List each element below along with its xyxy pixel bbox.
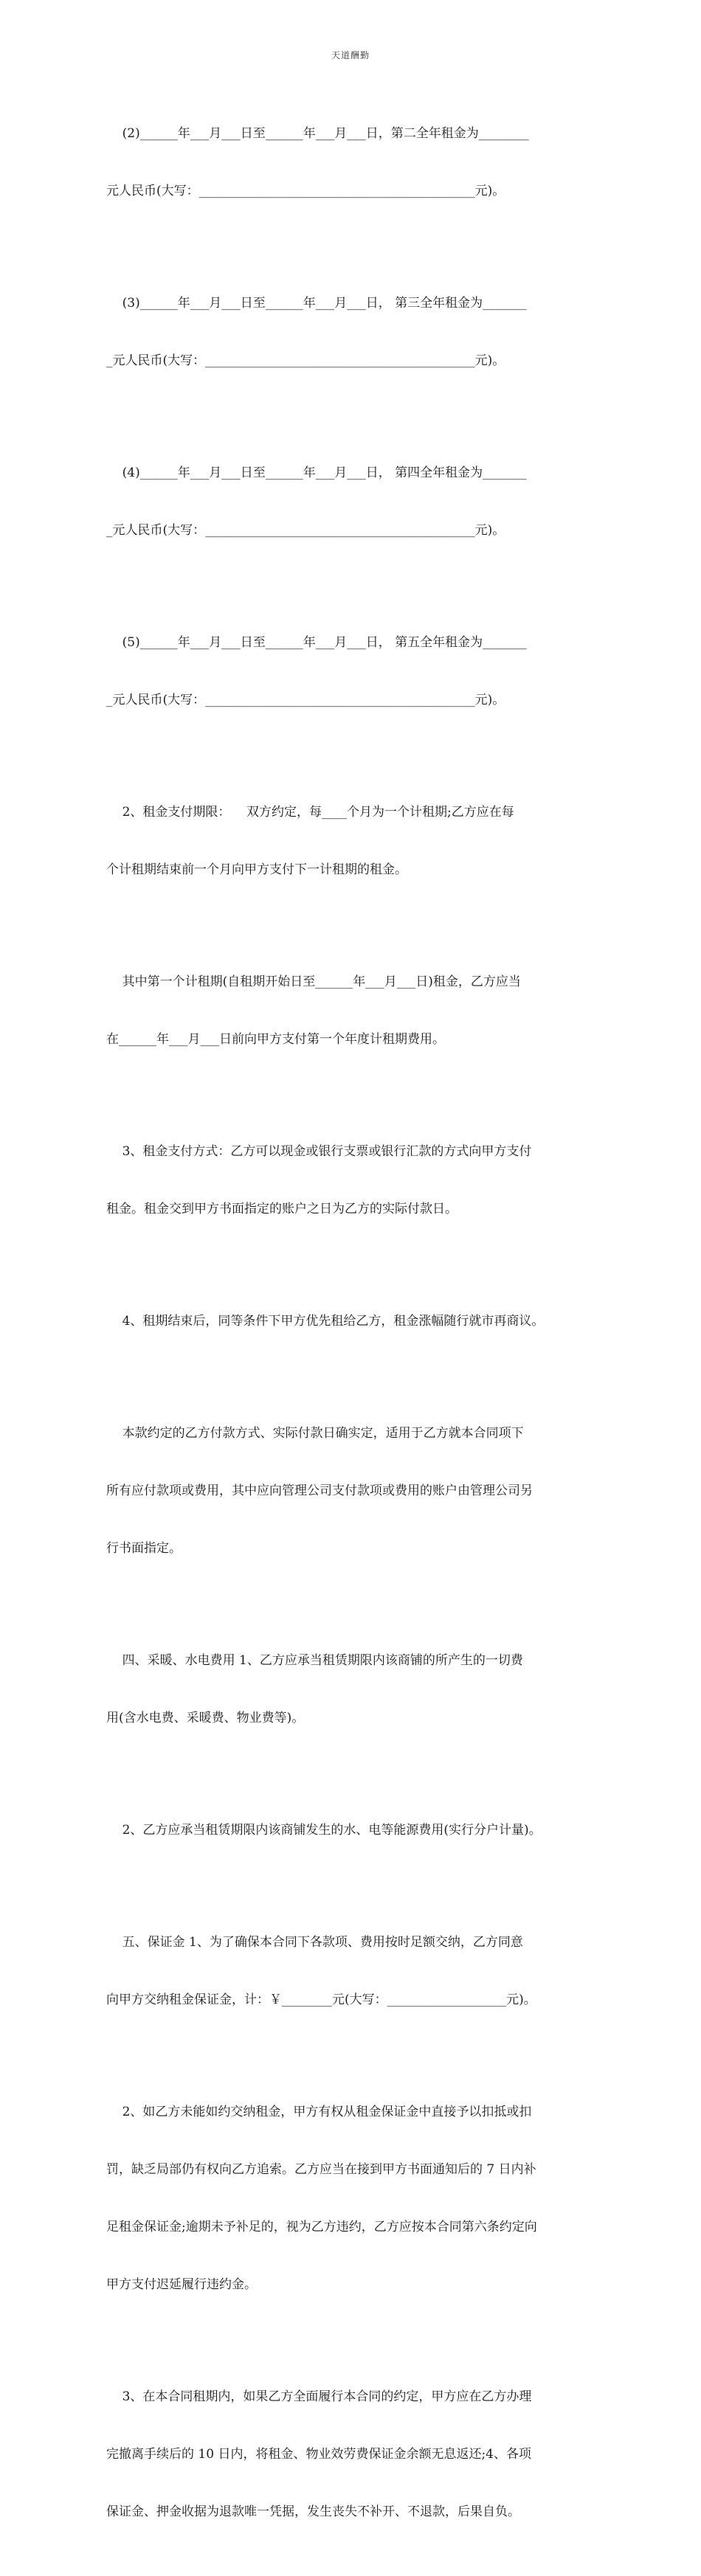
text-line: 元人民币(大写：____________________________________________元)。 (106, 184, 505, 198)
paragraph-payment-method (106, 1104, 608, 1257)
paragraph-utilities (106, 1613, 608, 1766)
paragraph-deposit-deduction (106, 2064, 608, 2333)
paragraph-payment-term (106, 764, 608, 918)
text-line: 租金。租金交到甲方书面指定的账户之日为乙方的实际付款日。 (106, 1202, 457, 1216)
text-line: (2)______年___月___日至______年___月___日，第二全年租金为________ (106, 126, 529, 141)
paragraph-rent-year-2 (106, 86, 608, 239)
text-line: (5)______年___月___日至______年___月___日， 第五全年租金为_______ (106, 635, 527, 650)
text-line: 足租金保证金;逾期未予补足的，视为乙方违约，乙方应按本合同第六条约定向 (106, 2220, 537, 2234)
document-body (106, 86, 608, 2576)
text-line: 甲方支付迟延履行违约金。 (106, 2277, 257, 2292)
text-line: 四、采暖、水电费用 1、乙方应承当租赁期限内该商铺的所产生的一切费 (106, 1653, 523, 1668)
text-line: 3、租金支付方式：乙方可以现金或银行支票或银行汇款的方式向甲方支付 (106, 1144, 532, 1159)
text-line: _元人民币(大写：___________________________________________元)。 (106, 693, 505, 707)
text-line: 五、保证金 1、为了确保本合同下各款项、费用按时足额交纳，乙方同意 (106, 1935, 523, 1950)
text-line: 2、如乙方未能如约交纳租金，甲方有权从租金保证金中直接予以扣抵或扣 (106, 2105, 532, 2119)
text-line: _元人民币(大写：___________________________________________元)。 (106, 523, 505, 538)
paragraph-rent-year-4 (106, 425, 608, 578)
text-line: 用(含水电费、采暖费、物业费等)。 (106, 1711, 305, 1725)
paragraph-rent-year-5 (106, 595, 608, 748)
paragraph-lease-end (106, 1273, 608, 1369)
text-line: 3、在本合同租期内，如果乙方全面履行本合同的约定，甲方应在乙方办理 (106, 2389, 532, 2404)
text-line: 完撤离手续后的 10 日内，将租金、物业效劳费保证金余额无息返还;4、各项 (106, 2447, 531, 2462)
text-line: (4)______年___月___日至______年___月___日， 第四全年租金为_______ (106, 465, 527, 480)
text-line: 罚，缺乏局部仍有权向乙方追索。乙方应当在接到甲方书面通知后的 7 日内补 (106, 2162, 536, 2177)
paragraph-deposit (106, 1894, 608, 2048)
text-line: 2、租金支付期限： 双方约定，每____个月为一个计租期;乙方应在每 (106, 805, 514, 820)
text-line: 4、租期结束后，同等条件下甲方优先租给乙方，租金涨幅随行就市再商议。 (106, 1314, 545, 1329)
text-line: 其中第一个计租期(自租期开始日至______年___月___日)租金，乙方应当 (106, 974, 521, 989)
paragraph-payment-scope (106, 1385, 608, 1596)
paragraph-rent-year-3 (106, 255, 608, 409)
text-line: 保证金、押金收据为退款唯一凭据，发生丧失不补开、不退款，后果自负。 (106, 2504, 520, 2519)
text-line: 个计租期结束前一个月向甲方支付下一计租期的租金。 (106, 862, 407, 877)
paragraph-deposit-return (106, 2349, 608, 2560)
text-line: 在______年___月___日前向甲方支付第一个年度计租期费用。 (106, 1032, 445, 1047)
paragraph-energy-costs (106, 1782, 608, 1878)
paragraph-first-period (106, 934, 608, 1087)
text-line: 所有应付款项或费用，其中应向管理公司支付款项或费用的账户由管理公司另 (106, 1483, 533, 1498)
text-line: 2、乙方应承当租赁期限内该商铺发生的水、电等能源费用(实行分户计量)。 (106, 1823, 542, 1838)
text-line: 向甲方交纳租金保证金，计：￥________元(大写：___________________元)。 (106, 1992, 536, 2007)
text-line: 行书面指定。 (106, 1541, 182, 1556)
text-line: 本款约定的乙方付款方式、实际付款日确实定，适用于乙方就本合同项下 (106, 1426, 524, 1441)
text-line: (3)______年___月___日至______年___月___日， 第三全年租金为_______ (106, 296, 527, 311)
text-line: _元人民币(大写：___________________________________________元)。 (106, 353, 505, 368)
page-header: 天道酬勤 (331, 50, 370, 60)
